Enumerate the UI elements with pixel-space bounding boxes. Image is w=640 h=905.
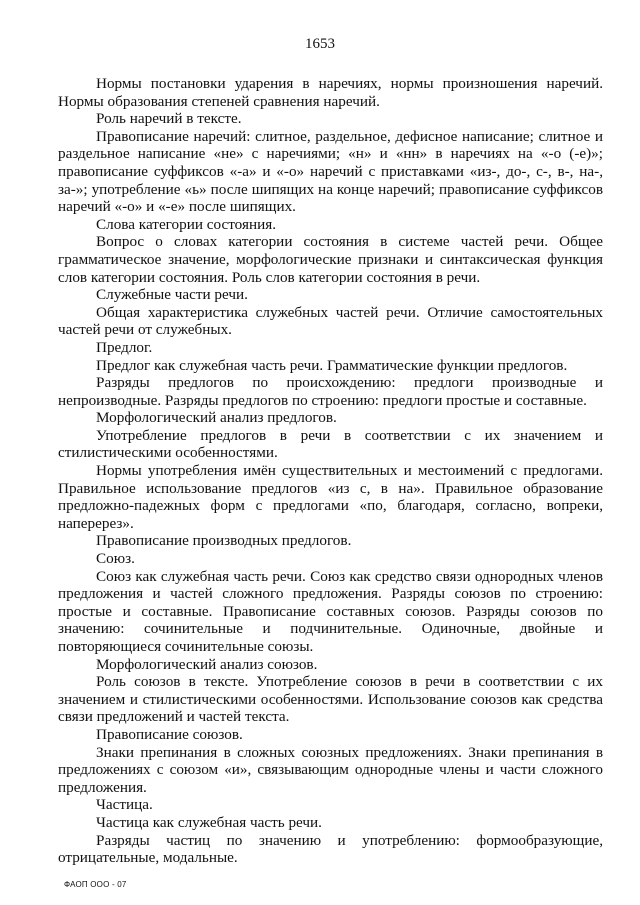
document-code-footer: ФАОП ООО - 07 bbox=[64, 880, 127, 889]
paragraph: Роль союзов в тексте. Употребление союзов в речи в соответствии с их значением и стилистическими особенностями. Использование союзов как средства связи предложений и частей текста. bbox=[58, 673, 603, 726]
paragraph: Частица как служебная часть речи. bbox=[96, 813, 322, 831]
paragraph: Служебные части речи. bbox=[96, 286, 248, 304]
paragraph: Роль наречий в тексте. bbox=[96, 110, 242, 128]
paragraph: Частица. bbox=[96, 796, 153, 814]
paragraph: Вопрос о словах категории состояния в системе частей речи. Общее грамматическое значение, морфологические признаки и синтаксическая функция слов категории состояния. Роль слов категории состояния в речи. bbox=[58, 233, 603, 286]
paragraph: Нормы употребления имён существительных и местоимений с предлогами. Правильное использование предлогов «из с, в на». Правильное образование предложно-падежных форм с предлогами «по, благодаря, согласно, вопреки, наперерез». bbox=[58, 462, 603, 532]
paragraph: Правописание наречий: слитное, раздельное, дефисное написание; слитное и раздельное написание «не» с наречиями; «н» и «нн» в наречиях на «-о (-е)»; правописание суффиксов «-а» и «-о» наречий с приставками «из-, до-, с-, в-, на-, за-»; употребление «ь» после шипящих на конце наречий; правописание суффиксов наречий «-о» и «-е» после шипящих. bbox=[58, 127, 603, 216]
paragraph: Предлог как служебная часть речи. Грамматические функции предлогов. bbox=[96, 356, 568, 374]
paragraph: Морфологический анализ союзов. bbox=[96, 655, 318, 673]
paragraph: Союз. bbox=[96, 550, 135, 568]
paragraph: Правописание союзов. bbox=[96, 725, 243, 743]
paragraph: Предлог. bbox=[96, 338, 153, 356]
page-number: 1653 bbox=[305, 36, 335, 52]
paragraph: Разряды частиц по значению и употреблению: формообразующие, отрицательные, модальные. bbox=[58, 831, 603, 867]
paragraph: Знаки препинания в сложных союзных предложениях. Знаки препинания в предложениях с союзом «и», связывающим однородные члены и части сложного предложения. bbox=[58, 743, 603, 796]
paragraph: Употребление предлогов в речи в соответствии с их значением и стилистическими особенностями. bbox=[58, 426, 603, 462]
paragraph: Союз как служебная часть речи. Союз как средство связи однородных членов предложения и частей сложного предложения. Разряды союзов по строению: простые и составные. Правописание составных союзов. Разряды союзов по значению: сочинительные и подчинительные. Одиночные, двойные и повторяющиеся сочинительные союзы. bbox=[58, 567, 603, 655]
paragraph: Нормы постановки ударения в наречиях, нормы произношения наречий. Нормы образования степеней сравнения наречий. bbox=[58, 75, 603, 110]
document-body bbox=[58, 75, 603, 867]
paragraph: Общая характеристика служебных частей речи. Отличие самостоятельных частей речи от служебных. bbox=[58, 303, 603, 339]
paragraph: Разряды предлогов по происхождению: предлоги производные и непроизводные. Разряды предлогов по строению: предлоги простые и составные. bbox=[58, 374, 603, 409]
paragraph: Правописание производных предлогов. bbox=[96, 532, 352, 550]
paragraph: Слова категории состояния. bbox=[96, 215, 276, 233]
paragraph: Морфологический анализ предлогов. bbox=[96, 409, 337, 427]
